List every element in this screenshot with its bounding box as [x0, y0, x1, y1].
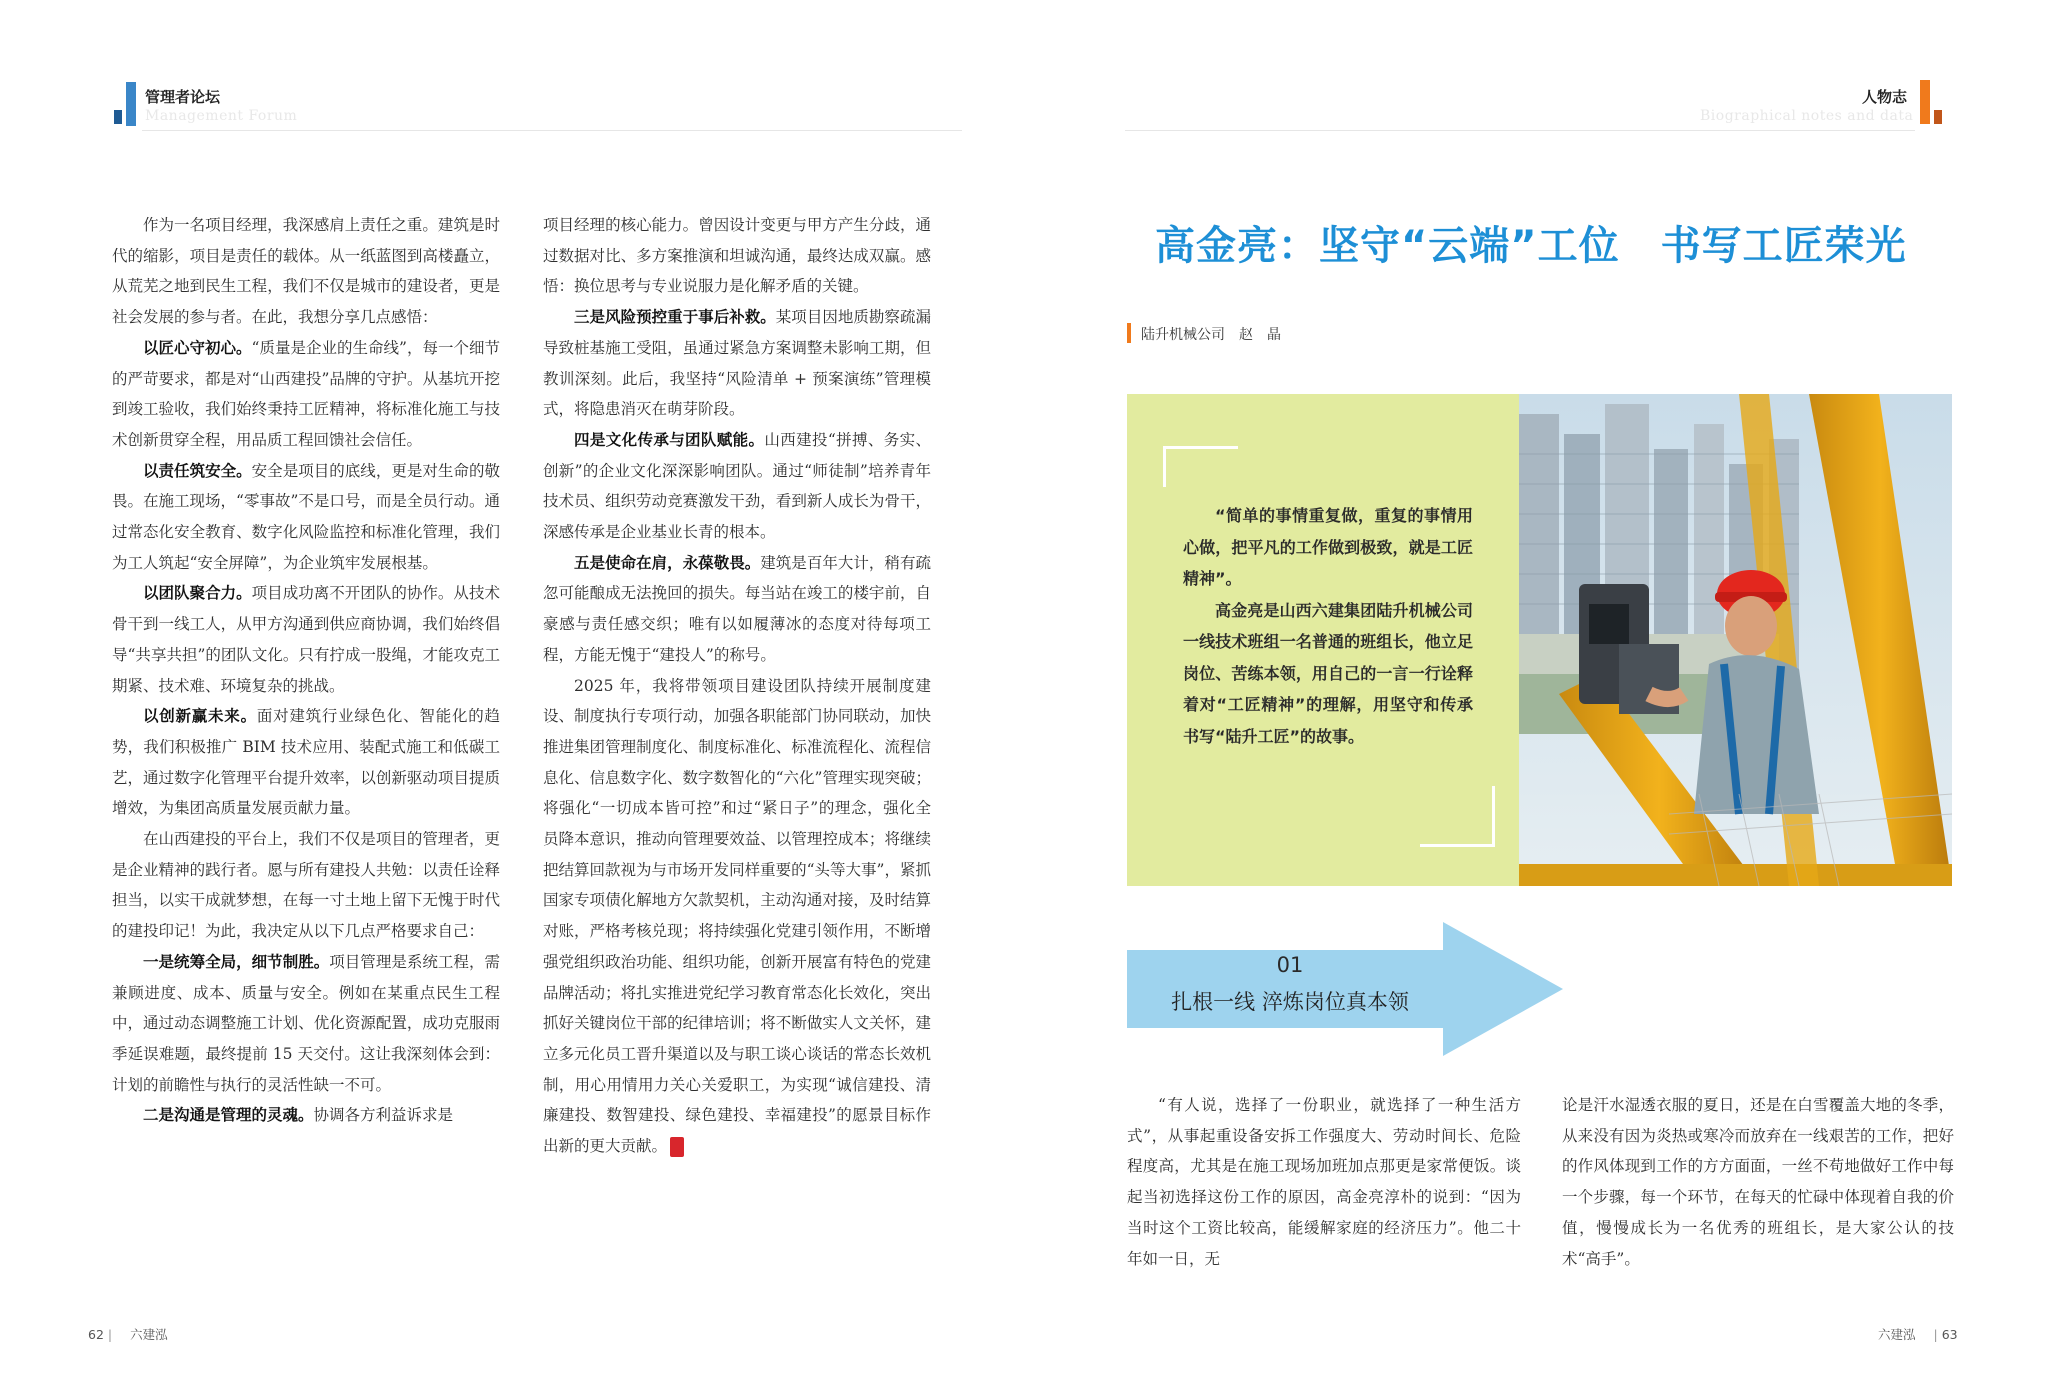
- end-seal-icon: [670, 1137, 684, 1157]
- paragraph: 论是汗水湿透衣服的夏日，还是在白雪覆盖大地的冬季，从来没有因为炎热或寒冷而放弃在一线艰苦的工作，把好的作风体现到工作的方方面面，一丝不苟地做好工作中每一个步骤，每一个环节，在每天的忙碌中体现着自我的价值，慢慢成长为一名优秀的班组长，是大家公认的技术“高手”。: [1562, 1096, 1954, 1268]
- paragraph: 以责任筑安全。安全是项目的底线，更是对生命的敬畏。在施工现场，“零事故”不是口号，而是全员行动。通过常态化安全教育、数字化风险监控和标准化管理，我们为工人筑起“安全屏障”，为企业筑牢发展根基。: [112, 460, 500, 572]
- worker-photo-illustration: [1519, 394, 1952, 886]
- paragraph: 项目经理的核心能力。曾因设计变更与甲方产生分歧，通过数据对比、多方案推演和坦诚沟通，最终达成双赢。感悟：换位思考与专业说服力是化解矛盾的关键。: [543, 216, 931, 296]
- right-footer: [1878, 1325, 1958, 1343]
- footer-divider: |: [1933, 1327, 1942, 1342]
- paragraph: 二是沟通是管理的灵魂。协调各方利益诉求是: [143, 1105, 454, 1125]
- right-header-rule: [1125, 130, 1915, 131]
- paragraph: 五是使命在肩，永葆敬畏。建筑是百年大计，稍有疏忽可能酿成无法挽回的损失。每当站在竣工的楼宇前，自豪感与责任感交织；唯有以如履薄冰的态度对待每项工程，方能无愧于“建投人”的称号。: [543, 552, 931, 664]
- paragraph: 在山西建投的平台上，我们不仅是项目的管理者，更是企业精神的践行者。愿与所有建投人共勉：以责任诠释担当，以实干成就梦想，在每一寸土地上留下无愧于时代的建投印记！为此，我决定从以下几点严格要求自己：: [112, 830, 500, 941]
- paragraph: 以匠心守初心。“质量是企业的生命线”，每一个细节的严苛要求，都是对“山西建投”品牌的守护。从基坑开挖到竣工验收，我们始终秉持工匠精神，将标准化施工与技术创新贯穿全程，用品质工程回馈社会信任。: [112, 337, 500, 449]
- right-column-2: [1562, 1090, 1954, 1274]
- paragraph: 以团队聚合力。项目成功离不开团队的协作。从技术骨干到一线工人，从甲方沟通到供应商协调，我们始终倡导“共享共担”的团队文化。只有拧成一股绳，才能攻克工期紧、技术难、环境复杂的挑战。: [112, 583, 500, 695]
- article-byline: 陆升机械公司 赵 晶: [1141, 327, 1281, 343]
- paragraph: 2025 年，我将带领项目建设团队持续开展制度建设、制度执行专项行动，加强各职能部门协同联动，加快推进集团管理制度化、制度标准化、标准流程化、流程信息化、信息数字化、数字数智化的“六化”管理实现突破；将强化“一切成本皆可控”和过“紧日子”的理念，强化全员降本意识，推动向管理要效益、以管理控成本；将继续把结算回款视为与市场开发同样重要的“头等大事”，紧抓国家专项债化解地方欠款契机，主动沟通对接，及时结算对账，严格考核兑现；将持续强化党建引领作用，不断增强党组织政治功能、组织功能，创新开展富有特色的党建品牌活动；将扎实推进党纪学习教育常态化长效化，突出抓好关键岗位干部的纪律培训；将不断做实人文关怀，建立多元化员工晋升渠道以及与职工谈心谈话的常态长效机制，用心用情用力关心关爱职工，为实现“诚信建投、清廉建投、数智建投、绿色建投、幸福建投”的愿景目标作出新的更大贡献。: [543, 676, 931, 1156]
- byline-accent: [1127, 323, 1131, 343]
- quote-corner-bottom-right: [1420, 786, 1495, 847]
- left-column-1: [112, 210, 500, 1131]
- left-column-2: [543, 210, 931, 1162]
- quote-text: [1183, 500, 1473, 752]
- left-magazine-name: 六建泓: [130, 1327, 168, 1342]
- left-header-accent-dark: [114, 110, 122, 124]
- right-header-accent-dark: [1934, 110, 1942, 124]
- left-header-accent-blue: [126, 82, 136, 126]
- quote-corner-top-left: [1163, 446, 1238, 487]
- paragraph: “有人说，选择了一份职业，就选择了一种生活方式”，从事起重设备安拆工作强度大、劳动时间长、危险程度高，尤其是在施工现场加班加点那更是家常便饭。谈起当初选择这份工作的原因，高金亮淳朴的说到：“因为当时这个工资比较高，能缓解家庭的经济压力”。他二十年如一日，无: [1127, 1096, 1521, 1268]
- paragraph: 四是文化传承与团队赋能。山西建投“拼搏、务实、创新”的企业文化深深影响团队。通过“师徒制”培养青年技术员、组织劳动竞赛激发干劲，看到新人成长为骨干，深感传承是企业基业长青的根本。: [543, 429, 931, 542]
- left-header-title: 管理者论坛: [145, 88, 221, 106]
- quote-paragraph: 高金亮是山西六建集团陆升机械公司一线技术班组一名普通的班组长，他立足岗位、苦练本领，用自己的一言一行诠释着对“工匠精神”的理解，用坚守和传承书写“陆升工匠”的故事。: [1183, 600, 1473, 746]
- quote-paragraph: “简单的事情重复做，重复的事情用心做，把平凡的工作做到极致，就是工匠精神”。: [1183, 506, 1473, 588]
- left-page-number: 62: [88, 1327, 104, 1342]
- worker-photo: [1519, 394, 1952, 886]
- section-title: 扎根一线 淬炼岗位真本领: [1171, 990, 1409, 1014]
- left-header-rule: [142, 130, 962, 131]
- right-magazine-name: 六建泓: [1878, 1327, 1916, 1342]
- paragraph: 以创新赢未来。面对建筑行业绿色化、智能化的趋势，我们积极推广 BIM 技术应用、装配式施工和低碳工艺，通过数字化管理平台提升效率，以创新驱动项目提质增效，为集团高质量发展贡献力量。: [112, 706, 500, 818]
- paragraph: 一是统筹全局，细节制胜。项目管理是系统工程，需兼顾进度、成本、质量与安全。例如在某重点民生工程中，通过动态调整施工计划、优化资源配置，成功克服雨季延误难题，最终提前 15 天交付。这让我深刻体会到：计划的前瞻性与执行的灵活性缺一不可。: [112, 951, 500, 1094]
- paragraph: 作为一名项目经理，我深感肩上责任之重。建筑是时代的缩影，项目是责任的载体。从一纸蓝图到高楼矗立，从荒芜之地到民生工程，我们不仅是城市的建设者，更是社会发展的参与者。在此，我想分享几点感悟：: [112, 216, 500, 327]
- right-header-subtitle: Biographical notes and data: [1700, 108, 1914, 124]
- section-number: 01: [1276, 953, 1304, 977]
- article-title: 高金亮：坚守“云端”工位 书写工匠荣光: [1155, 223, 1907, 269]
- right-header-title: 人物志: [1862, 88, 1908, 106]
- paragraph: 三是风险预控重于事后补救。某项目因地质勘察疏漏导致桩基施工受阻，虽通过紧急方案调整未影响工期，但教训深刻。此后，我坚持“风险清单 + 预案演练”管理模式，将隐患消灭在萌芽阶段。: [543, 307, 931, 419]
- footer-divider: |: [107, 1327, 117, 1342]
- right-header-accent-orange: [1920, 80, 1930, 124]
- left-footer: [88, 1325, 168, 1343]
- left-header-subtitle: Management Forum: [145, 108, 298, 124]
- right-column-1: [1127, 1090, 1521, 1274]
- right-page-number: 63: [1941, 1327, 1958, 1342]
